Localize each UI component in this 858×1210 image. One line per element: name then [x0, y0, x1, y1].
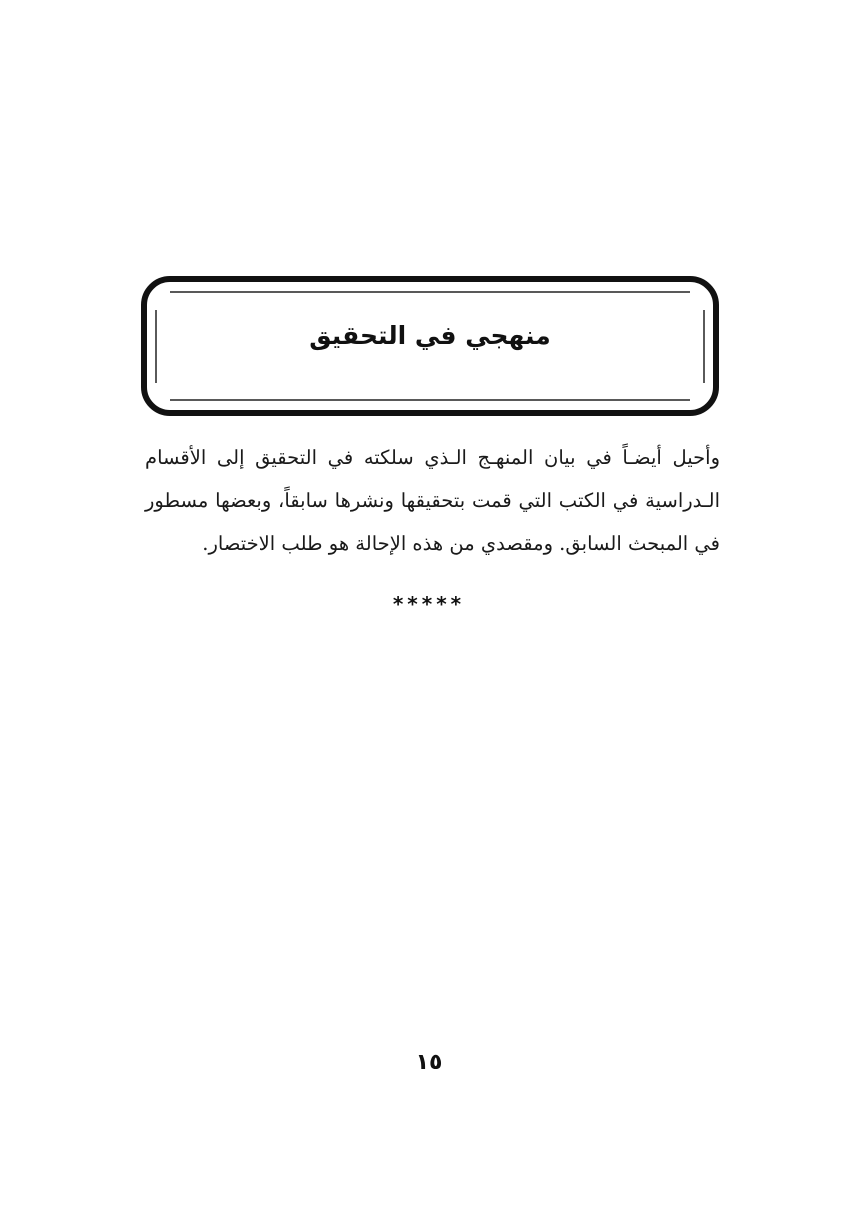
section-title: منهجي في التحقيق [309, 321, 551, 350]
section-title-frame [140, 275, 720, 417]
section-separator: ***** [392, 592, 466, 616]
page-number: ١٥ [415, 1050, 443, 1075]
body-paragraph: وأحيل أيضـاً في بيان المنهـج الـذي سلكته في التحقيق إلى الأقسام الـدراسية في الكتب التي قمت بتحقيقها ونشرها سابقاً، وبعضها مسطور في المبحث السابق. ومقصدي من هذه الإحالة هو طلب الاختصار. [145, 446, 720, 555]
